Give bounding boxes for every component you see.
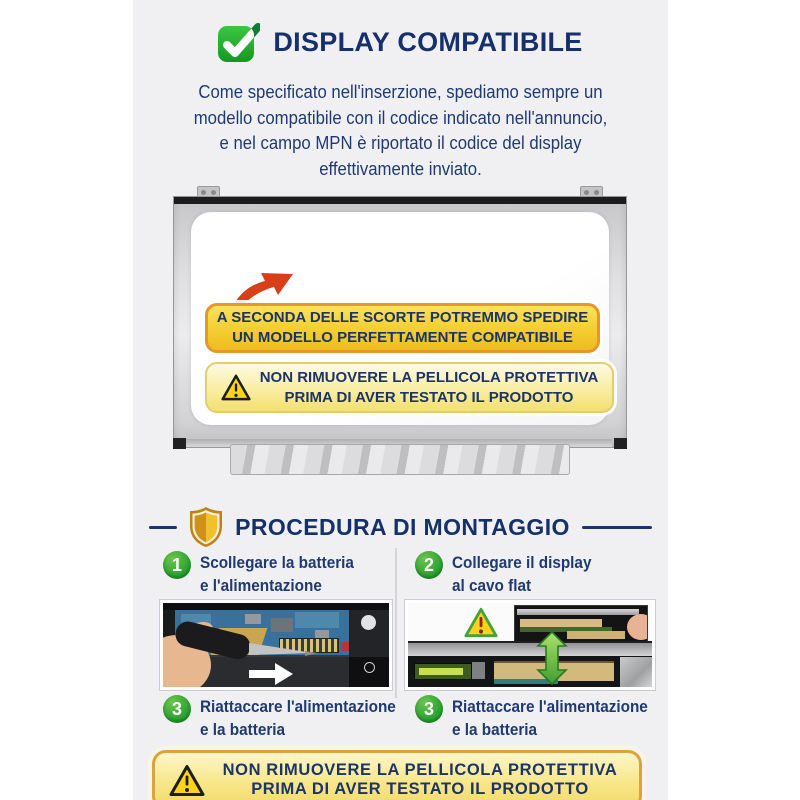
stock-note-box bbox=[205, 303, 600, 353]
photo-step-disconnect-battery bbox=[160, 600, 392, 690]
panel-corner-left bbox=[173, 438, 186, 449]
panel-corner-right bbox=[614, 438, 627, 449]
warning-triangle-icon bbox=[169, 764, 205, 797]
step-number-badge: 3 bbox=[415, 695, 443, 723]
step-2 bbox=[415, 551, 607, 597]
connector-inset-photo bbox=[514, 605, 648, 642]
check-icon bbox=[218, 22, 260, 62]
step-3-left bbox=[163, 695, 418, 741]
panel-foil-strip bbox=[230, 444, 570, 475]
footer-warning-line: NON RIMUOVERE LA PELLICOLA PROTETTIVA bbox=[222, 761, 618, 779]
step-1 bbox=[163, 551, 371, 597]
header bbox=[133, 22, 668, 62]
step-text: e l'alimentazione bbox=[200, 576, 322, 595]
step-number-badge: 2 bbox=[415, 551, 443, 579]
panel-top-bezel bbox=[174, 197, 626, 204]
paragraph-line: effettivamente inviato. bbox=[319, 158, 482, 179]
photo-step-connect-display bbox=[405, 600, 655, 690]
green-double-arrow-icon bbox=[536, 631, 568, 685]
step-text: e la batteria bbox=[452, 720, 538, 739]
step-number-badge: 3 bbox=[163, 695, 191, 723]
intro-paragraph bbox=[152, 80, 650, 182]
shield-icon bbox=[189, 506, 223, 548]
lcd-panel-image bbox=[173, 186, 627, 475]
stock-note-line: UN MODELLO PERFETTAMENTE COMPATIBILE bbox=[232, 329, 573, 346]
paragraph-line: e nel campo MPN è riportato il codice del display bbox=[219, 133, 582, 153]
step-text: e la batteria bbox=[200, 720, 286, 739]
paragraph-line: Come specificato nell'inserzione, spediamo sempre un bbox=[198, 82, 603, 102]
divider-line bbox=[582, 526, 652, 529]
step-text: Riattaccare l'alimentazione bbox=[452, 697, 648, 716]
step-3-right bbox=[415, 695, 670, 741]
footer-warning-banner bbox=[152, 750, 642, 800]
procedure-header bbox=[133, 506, 668, 548]
step-text: Collegare il display bbox=[452, 553, 592, 572]
paragraph-line: modello compatibile con il codice indicato nell'annuncio, bbox=[193, 107, 608, 128]
content-column bbox=[133, 0, 668, 800]
hand-with-screwdriver bbox=[160, 609, 317, 689]
divider-line bbox=[149, 526, 177, 529]
flat-cable-connector bbox=[414, 663, 472, 680]
stock-note-line: A SECONDA DELLE SCORTE POTREMMO SPEDIRE bbox=[216, 309, 589, 326]
film-warning-box bbox=[205, 362, 614, 413]
step-text: Scollegare la batteria bbox=[200, 553, 354, 572]
film-warning-line: PRIMA DI AVER TESTATO IL PRODOTTO bbox=[284, 388, 574, 406]
step-text: al cavo flat bbox=[452, 576, 532, 595]
footer-warning-line: PRIMA DI AVER TESTATO IL PRODOTTO bbox=[251, 780, 589, 798]
step-number-badge: 1 bbox=[163, 551, 191, 579]
foil-patch bbox=[620, 657, 652, 687]
step-text: Riattaccare l'alimentazione bbox=[200, 697, 396, 716]
white-arrow-icon bbox=[249, 663, 293, 685]
procedure-title: PROCEDURA DI MONTAGGIO bbox=[235, 513, 570, 540]
warning-triangle-icon bbox=[464, 607, 498, 638]
battery-module bbox=[349, 657, 389, 687]
fingertip bbox=[627, 614, 648, 640]
film-warning-line: NON RIMUOVERE LA PELLICOLA PROTETTIVA bbox=[259, 368, 599, 386]
column-divider bbox=[395, 548, 397, 698]
warning-triangle-icon bbox=[221, 374, 251, 401]
page-title: DISPLAY COMPATIBILE bbox=[273, 26, 583, 57]
